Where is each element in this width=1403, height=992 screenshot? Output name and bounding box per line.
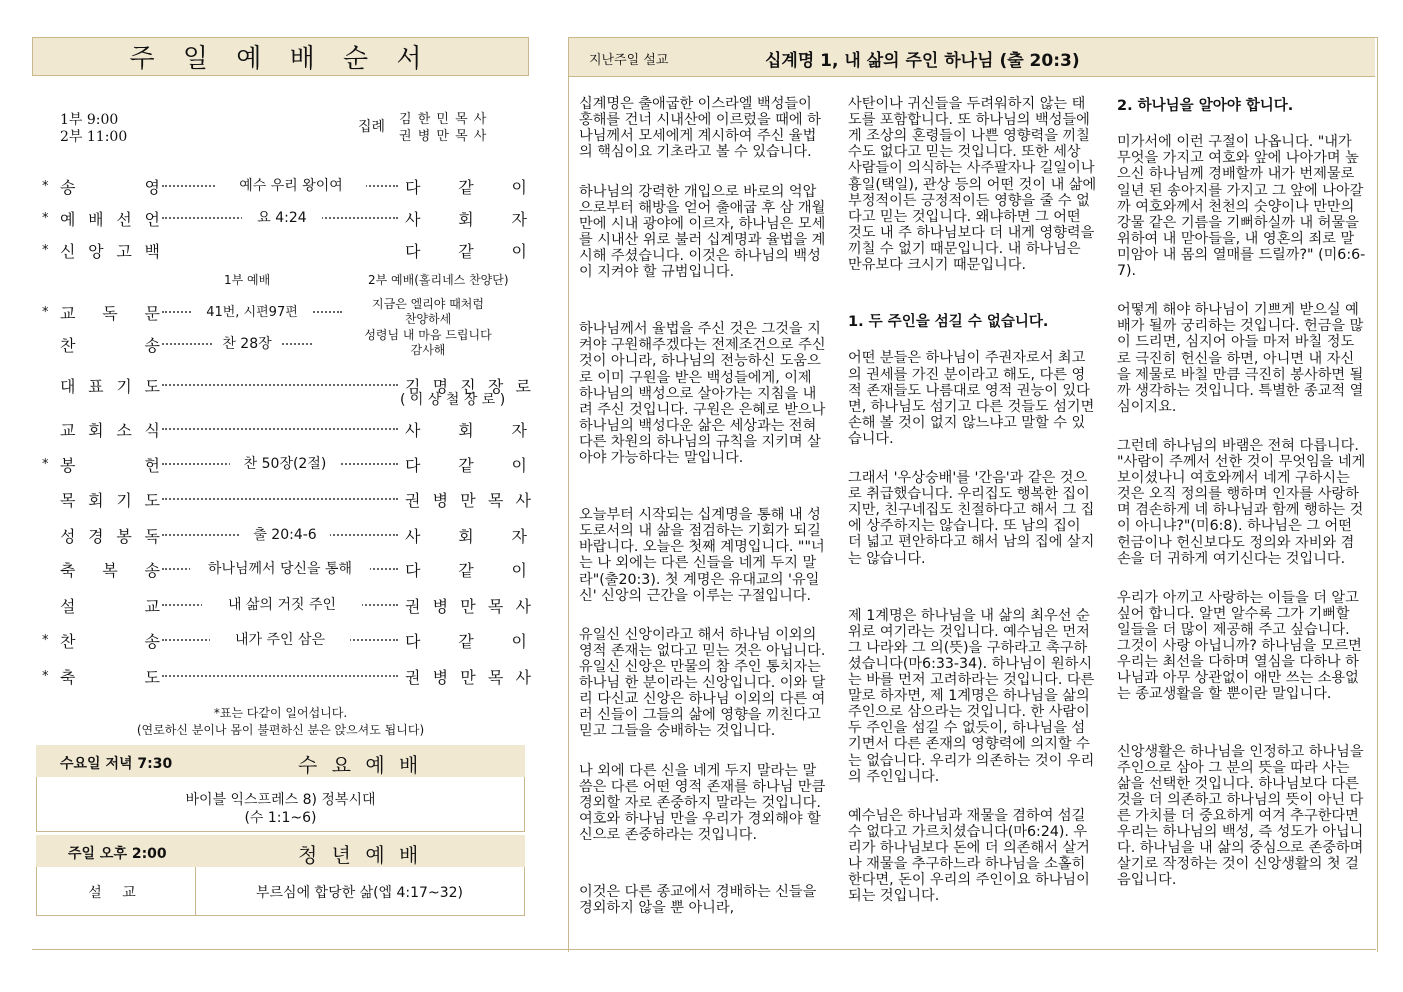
standing-note: *표는 다같이 일어섭니다. [213, 706, 348, 720]
paragraph: 어떻게 해야 하나님이 기쁘게 받으실 예배가 될까 궁리하는 것입니다. 헌금을 많이 드리면, 심지어 아들 마저 바칠 정도로 극진히 헌신을 하면, 아니면 내 자신을 제물로 바칠 만큼 극진히 봉사하면 될까 생각하는 것입니다. 특별한 종교적 열심이지요. [1117, 302, 1364, 415]
wednesday-topic: 바이블 익스프레스 8) 정복시대 [185, 792, 376, 808]
order-leader: 다 같 이 [405, 178, 527, 197]
paragraph: 오늘부터 시작되는 십계명을 통해 내 성도로서의 내 삶을 점검하는 기회가 되길 바랍니다. 오늘은 첫째 계명입니다. ""너는 나 외에는 다른 신들을 네게 두지 말라"(출20:3). 첫 계명은 유대교의 '유일신' 신앙의 근간을 이루는 구절입니다. [579, 507, 825, 604]
youth-sermon-label: 설 교 [88, 885, 144, 901]
wednesday-scripture: (수 1:1~6) [244, 810, 317, 826]
paragraph: 십계명은 출애굽한 이스라엘 백성들이 홍해를 건너 시내산에 이르렀을 때에 하나님께서 모세에게 계시하여 주신 율법의 핵심이요 기초라고 볼 수 있습니다. [579, 96, 821, 161]
order-row-creed: * 신 앙 고 백 다 같 이 [42, 239, 527, 263]
order-leader: 사 회 자 [405, 527, 527, 546]
order-row-blessing-song [42, 558, 527, 582]
response-second: 성령님 내 마음 드립니다 [364, 328, 492, 342]
wednesday-header [36, 745, 525, 777]
order-detail: 요 4:24 [242, 207, 322, 227]
bottom-divider [32, 949, 1376, 950]
sermon-tag: 지난주일 설교 [589, 53, 669, 68]
order-row-benediction: * 축 도 권 병 만 목 사 [42, 665, 527, 689]
order-row-responsive: * 교 독 문 41번, 시편97편 [42, 301, 527, 325]
worship-order-title: 주 일 예 배 순 서 [32, 37, 529, 76]
order-label: 축 복 송 [60, 561, 160, 580]
host-2: 권 병 만 목 사 [399, 129, 488, 144]
host-label: 집례 [358, 119, 386, 135]
response-first: 지금은 엘리야 때처럼 [372, 297, 484, 311]
paragraph: 미가서에 이런 구절이 나옵니다. "내가 무엇을 가지고 여호와 앞에 나아가며 높으신 하나님께 경배할까 내가 번제물로 일년 된 송아지를 가지고 그 앞에 나아갈까 여호와께서 천천의 숫양이나 만만의 강물 같은 기름을 기뻐하실까 내 허물을 위하여 내 맏아들을, 내 영혼의 죄로 말미암아 내 몸의 열매를 드릴까?" (미6:6-7). [1117, 134, 1366, 280]
order-label: 봉 헌 [60, 456, 160, 475]
service-time-2: 2부 11:00 [60, 129, 128, 145]
youth-sermon-title: 부르심에 합당한 삶(엡 4:17~32) [256, 885, 463, 901]
worship-order-panel [32, 37, 529, 947]
order-label: 신 앙 고 백 [60, 242, 160, 261]
order-leader: 권 병 만 목 사 [405, 491, 531, 510]
order-detail: 내 삶의 거짓 주인 [202, 594, 362, 614]
paragraph: 사탄이나 귀신들을 두려워하지 않는 태도를 포함합니다. 또 하나님의 백성들에게 조상의 혼령들이 나쁜 영향력을 끼칠 수도 없다고 믿는 것입니다. 또한 세상 사람들이 의식하는 사주팔자나 길일이나 흉일(택일), 관상 등의 어떤 것이 내 삶에 부정적이든 긍정적이든 영향을 줄 수 없다고 믿는 것입니다. 왜냐하면 그 어떤 것도 내 주 하나님보다 더 내게 영향력을 끼칠 수 없기 때문입니다. 내 하나님은 만유보다 크시기 때문입니다. [848, 96, 1097, 274]
sermon-column-2 [848, 80, 1098, 928]
wednesday-title: 수 요 예 배 [298, 753, 423, 777]
section-heading-1: 1. 두 주인을 섬길 수 없습니다. [848, 314, 1049, 331]
youth-time: 주일 오후 2:00 [68, 846, 167, 862]
order-leader: 사 회 자 [405, 210, 527, 229]
order-label: 축 도 [60, 668, 160, 687]
service-time-1: 1부 9:00 [60, 112, 119, 128]
order-label: 대 표 기 도 [60, 377, 160, 396]
order-row-doxology: * 송 영 예수 우리 왕이여 다 같 이 [42, 175, 527, 199]
order-row-news [42, 418, 527, 442]
order-leader: 사 회 자 [405, 421, 527, 440]
wednesday-time: 수요일 저녁 7:30 [60, 756, 173, 772]
paragraph: 그런데 하나님의 바램은 전혀 다릅니다. "사람이 주께서 선한 것이 무엇임을 네게 보이셨나니 여호와께서 네게 구하시는 것은 오직 정의를 행하며 인자를 사랑하며 겸손하게 네 하나님과 함께 행하는 것이 아니냐?"(미6:8). 하나님은 그 어떤 헌금이나 헌신보다도 정의와 자비와 겸손을 더 귀하게 여기신다는 것입니다. [1117, 437, 1366, 567]
order-detail: 내가 주인 삼은 [210, 629, 350, 649]
paragraph: 이것은 다른 종교에서 경배하는 신들을 경외하지 않을 뿐 아니라, [579, 884, 817, 917]
paragraph: 어떤 분들은 하나님이 주권자로서 최고의 권세를 가진 분이라고 해도, 다른 영적 존재들도 나름대로 영적 권능이 있다면, 하나님도 섬기고 다른 것들도 섬기면 손해 볼 것이 없지 않느냐고 말할 수 있습니다. [848, 350, 1095, 447]
order-label: 찬 송 [60, 632, 160, 651]
sermon-title: 십계명 1, 내 삶의 주인 하나님 (출 20:3) [765, 51, 1080, 71]
paragraph: 예수님은 하나님과 재물을 겸하여 섬길 수 없다고 가르치셨습니다(마6:24). 우리가 하나님보다 돈에 더 의존해서 살거나 재물을 추구하느라 하나님을 소홀히 한다면, 돈이 우리의 주인이요 하나님이 되는 것입니다. [848, 807, 1090, 905]
order-detail: 찬 50장(2절) [230, 453, 340, 473]
order-row-pastoral-prayer [42, 488, 531, 512]
order-detail: 출 20:4-6 [240, 524, 330, 544]
wednesday-body [36, 777, 525, 832]
order-leader: 다 같 이 [405, 242, 527, 261]
order-leader: 다 같 이 [405, 632, 527, 651]
order-leader: 다 같 이 [405, 561, 527, 580]
section-heading-2: 2. 하나님을 알아야 합니다. [1117, 98, 1294, 115]
order-leader: 권 병 만 목 사 [405, 668, 531, 687]
order-label: 교 회 소 식 [60, 421, 160, 440]
prayer-alternate: ( 이 상 철 장 로 ) [400, 392, 506, 408]
order-detail: 예수 우리 왕이여 [216, 175, 366, 195]
host-1: 김 한 민 목 사 [399, 112, 488, 127]
seating-note: (연로하신 분이나 몸이 불편하신 분은 앉으셔도 됩니다) [136, 723, 425, 737]
sermon-column-1 [579, 80, 829, 939]
order-leader: 다 같 이 [405, 456, 527, 475]
paragraph: 나 외에 다른 신을 네게 두지 말라는 말씀은 다른 어떤 영적 존재를 하나님 만큼 경외할 자로 존중하지 말라는 것입니다. 여호와 하나님 만을 우리가 경외해야 할 신으로 존중하라는 것입니다. [579, 762, 826, 843]
split-label-second: 2부 예배(홀리네스 찬양단) [368, 273, 509, 287]
paragraph: 그래서 '우상숭배'를 '간음'과 같은 것으로 취급했습니다. 우리집도 행복한 집이지만, 친구네집도 친절하다고 해서 그 집에 상주하지는 않습니다. 또 남의 집이 더 넓고 편안하다고 해서 남의 집에 살지는 않습니다. [848, 470, 1095, 567]
order-label: 예 배 선 언 [60, 210, 160, 229]
youth-title: 청 년 예 배 [298, 843, 423, 867]
paragraph: 하나님의 강력한 개입으로 바로의 억압으로부터 해방을 얻어 출애굽 후 삼 개월 만에 시내 광야에 이르자, 하나님은 모세를 시내산 위로 불러 십계명과 율법을 계시해 주셨습니다. 이것은 하나님의 백성이 지켜야 할 규범입니다. [579, 183, 826, 281]
order-label: 송 영 [60, 178, 160, 197]
order-leader: 권 병 만 목 사 [405, 597, 531, 616]
order-label: 설 교 [60, 597, 160, 616]
order-label: 성 경 봉 독 [60, 527, 160, 546]
order-detail: 41번, 시편97편 [192, 301, 312, 320]
sermon-column-3 [1117, 80, 1367, 912]
youth-header [36, 835, 525, 867]
order-row-sermon [42, 594, 531, 618]
order-row-offering: * 봉 헌 찬 50장(2절) 다 같 이 [42, 453, 527, 477]
order-leader: 김 명 진 장 로 [405, 377, 531, 396]
order-row-scripture [42, 524, 527, 548]
order-row-closing-hymn: * 찬 송 내가 주인 삼은 다 같 이 [42, 629, 527, 653]
paragraph: 제 1계명은 하나님을 내 삶의 최우선 순위로 여기라는 것입니다. 예수님은 먼저 그 나라와 그 의(뜻)을 구하라고 촉구하셨습니다(마6:33-34). 하나님이 원하시는 바를 먼저 고려하라는 것입니다. 다른 말로 하자면, 제 1계명은 하나님을 삶의 주인으로 삼으라는 것입니다. 한 사람이 두 주인을 섬길 수 없듯이, 하나님을 섬기면서 다른 존재의 영향력에 의지할 수는 없습니다. 우리가 의존하는 것이 우리의 주인입니다. [848, 607, 1095, 785]
response-second-b: 감사해 [410, 343, 446, 357]
split-label-first: 1부 예배 [224, 273, 271, 287]
paragraph: 신앙생활은 하나님을 인정하고 하나님을 주인으로 삼아 그 분의 뜻을 따라 사는 삶을 선택한 것입니다. 하나님보다 다른 것을 더 의존하고 하나님의 뜻이 아닌 다른 가치를 더 중요하게 여겨 추구한다면 우리는 하나님의 백성, 즉 성도가 아닙니다. 하나님을 내 삶의 중심으로 존중하며 살기로 작정하는 것이 신앙생활의 첫 걸음입니다. [1117, 743, 1364, 889]
paragraph: 하나님께서 율법을 주신 것은 그것을 지켜야 구원해주겠다는 전제조건으로 주신 것이 아니라, 하나님의 전능하신 도움으로 이미 구원을 받은 백성들에게, 이제 하나님의 백성으로 살아가는 지침을 내려 주신 것입니다. 구원은 은혜로 받으나 하나님의 백성다운 삶은 세상과는 전혀 다른 차원의 하나님의 규칙을 지키며 살아야 가능하다는 말입니다. [579, 321, 826, 466]
response-first-b: 찬양하세 [404, 312, 452, 326]
sermon-header [569, 38, 1375, 77]
order-label: 찬 송 [60, 336, 160, 355]
order-label: 목 회 기 도 [60, 491, 160, 510]
sermon-panel [568, 37, 1378, 952]
order-detail: 하나님께서 당신을 통해 [190, 558, 370, 578]
order-detail: 찬 28장 [212, 333, 282, 353]
order-row-declaration: * 예 배 선 언 요 4:24 사 회 자 [42, 207, 527, 231]
youth-body [36, 867, 525, 916]
order-label: 교 독 문 [60, 304, 160, 323]
paragraph: 유일신 신앙이라고 해서 하나님 이외의 영적 존재는 없다고 믿는 것은 아닙니다. 유일신 신앙은 만물의 참 주인 통치자는 하나님 한 분이라는 신앙입니다. 이와 달리 다신교 신앙은 하나님 이외의 다른 여러 신들이 그들의 삶에 영향을 끼친다고 믿고 그들을 숭배하는 것입니다. [579, 626, 826, 740]
paragraph: 우리가 아끼고 사랑하는 이들을 더 알고 싶어 합니다. 알면 알수록 그가 기뻐할 일들을 더 많이 제공해 주고 싶습니다. 그것이 사랑 아닙니까? 하나님을 모르면 우리는 최선을 다하며 열심을 다하나 하나님과 아무 상관없이 애만 쓰는 소용없는 종교생활을 할 뿐이란 말입니다. [1117, 589, 1362, 703]
